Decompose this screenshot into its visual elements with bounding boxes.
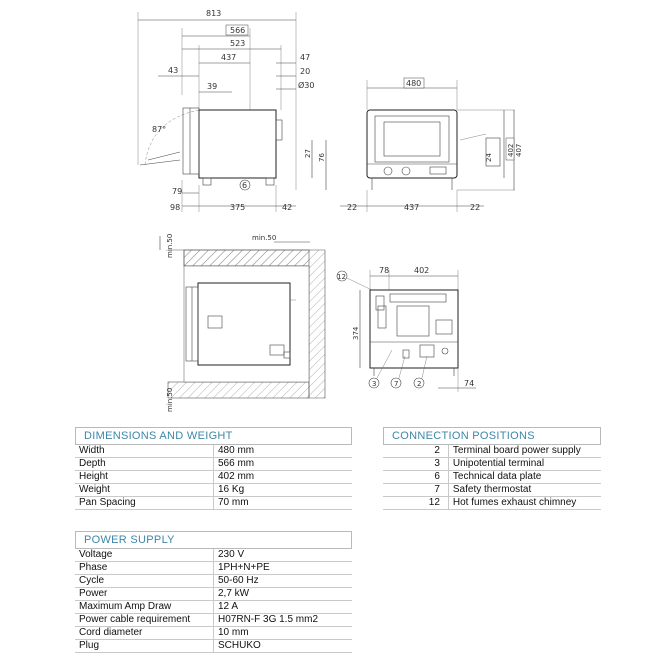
row-label: Voltage [75, 549, 214, 562]
dim-43: 43 [168, 66, 179, 75]
front-view [340, 78, 523, 212]
row-label: Terminal board power supply [448, 445, 601, 458]
row-value: 16 Kg [214, 484, 353, 497]
dim-20: 20 [300, 67, 311, 76]
dim-angle: 87° [152, 125, 167, 134]
row-label: Safety thermostat [448, 484, 601, 497]
callout-12: 12 [337, 273, 346, 281]
row-number: 6 [383, 471, 448, 484]
power-table [75, 531, 352, 653]
row-number: 2 [383, 445, 448, 458]
table-row [75, 484, 352, 497]
row-label: Power [75, 588, 214, 601]
row-label: Phase [75, 562, 214, 575]
dim-813: 813 [206, 9, 222, 18]
callout-3: 3 [372, 380, 377, 388]
row-label: Pan Spacing [75, 497, 214, 510]
power-table-title: POWER SUPPLY [75, 531, 352, 549]
table-row [75, 614, 352, 627]
table-row [75, 640, 352, 653]
back-view [337, 266, 476, 392]
dim-566: 566 [230, 26, 246, 35]
row-label: Technical data plate [448, 471, 601, 484]
row-value: 2,7 kW [214, 588, 353, 601]
table-row [75, 562, 352, 575]
table-row [383, 484, 601, 497]
back-dim-74: 74 [464, 379, 475, 388]
row-number: 7 [383, 484, 448, 497]
dim-523: 523 [230, 39, 246, 48]
table-row [383, 445, 601, 458]
table-row [75, 601, 352, 614]
row-label: Depth [75, 458, 214, 471]
table-row [383, 458, 601, 471]
row-value: 50-60 Hz [214, 575, 353, 588]
row-value: 480 mm [214, 445, 353, 458]
dim-47: 47 [300, 53, 311, 62]
row-value: 10 mm [214, 627, 353, 640]
side-view [138, 9, 326, 212]
dim-39: 39 [207, 82, 218, 91]
row-number: 3 [383, 458, 448, 471]
row-value: 230 V [214, 549, 353, 562]
table-row [75, 497, 352, 510]
row-label: Height [75, 471, 214, 484]
dim-98: 98 [170, 203, 181, 212]
row-label: Power cable requirement [75, 614, 214, 627]
dim-42: 42 [282, 203, 293, 212]
callout-7: 7 [394, 380, 399, 388]
front-dim-437: 437 [404, 203, 420, 212]
dimensions-table-title: DIMENSIONS AND WEIGHT [75, 427, 352, 445]
connection-table [383, 427, 601, 510]
table-row [75, 471, 352, 484]
row-value: 1PH+N+PE [214, 562, 353, 575]
row-value: 402 mm [214, 471, 353, 484]
dim-76: 76 [318, 153, 326, 162]
back-dim-402: 402 [414, 266, 430, 275]
row-number: 12 [383, 497, 448, 510]
dim-437: 437 [221, 53, 237, 62]
plan-view [160, 234, 325, 412]
table-row [383, 497, 601, 510]
table-row [75, 549, 352, 562]
row-label: Width [75, 445, 214, 458]
front-dim-22a: 22 [347, 203, 358, 212]
row-value: 70 mm [214, 497, 353, 510]
dim-30: Ø30 [298, 81, 315, 90]
row-label: Hot fumes exhaust chimney [448, 497, 601, 510]
clearance-top: min.50 [252, 234, 277, 242]
table-row [75, 458, 352, 471]
back-dim-78: 78 [379, 266, 390, 275]
row-label: Cord diameter [75, 627, 214, 640]
front-dim-402: 402 [507, 143, 515, 157]
clearance-bottom: min.50 [166, 387, 174, 412]
clearance-left: min.50 [166, 233, 174, 258]
dimensions-table [75, 427, 352, 510]
dim-27: 27 [304, 149, 312, 158]
svg-text:24: 24 [485, 153, 493, 162]
connection-table-title: CONNECTION POSITIONS [383, 427, 601, 445]
row-value: 12 A [214, 601, 353, 614]
back-dim-374: 374 [352, 326, 360, 340]
row-label: Maximum Amp Draw [75, 601, 214, 614]
front-dim-407: 407 [515, 143, 523, 157]
front-dim-22b: 22 [470, 203, 481, 212]
dim-79: 79 [172, 187, 183, 196]
table-row [75, 627, 352, 640]
table-row [75, 588, 352, 601]
row-label: Unipotential terminal [448, 458, 601, 471]
row-label: Plug [75, 640, 214, 653]
callout-2: 2 [417, 380, 422, 388]
table-row [75, 575, 352, 588]
row-label: Cycle [75, 575, 214, 588]
table-row [383, 471, 601, 484]
row-label: Weight [75, 484, 214, 497]
row-value: H07RN-F 3G 1.5 mm2 [214, 614, 353, 627]
row-value: 566 mm [214, 458, 353, 471]
callout-6: 6 [242, 181, 248, 190]
table-row [75, 445, 352, 458]
front-dim-480: 480 [406, 79, 422, 88]
dim-375: 375 [230, 203, 246, 212]
row-value: SCHUKO [214, 640, 353, 653]
